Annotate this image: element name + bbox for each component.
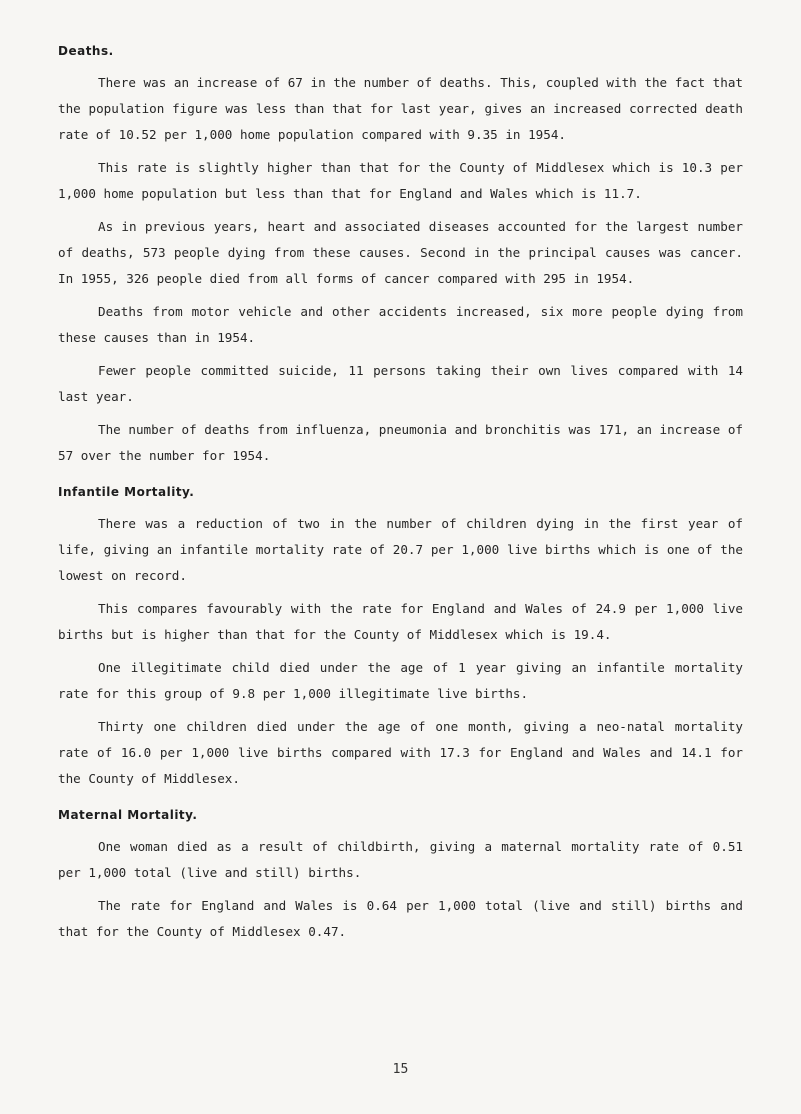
paragraph: Deaths from motor vehicle and other accidents increased, six more people dying from these causes than in 1954. (58, 304, 743, 345)
paragraph: The rate for England and Wales is 0.64 per 1,000 total (live and still) births and that for the County of Middlesex 0.47. (58, 898, 743, 939)
paragraph: There was an increase of 67 in the number of deaths. This, coupled with the fact that the population figure was less than that for last year, gives an increased corrected death rate of 10.52 per 1,000 home population compared with 9.35 in 1954. (58, 75, 743, 142)
paragraph: One woman died as a result of childbirth, giving a maternal mortality rate of 0.51 per 1,000 total (live and still) births. (58, 839, 743, 880)
section-heading: Infantile Mortality. (58, 485, 195, 499)
paragraph: This rate is slightly higher than that for the County of Middlesex which is 10.3 per 1,000 home population but less than that for England and Wales which is 11.7. (58, 160, 743, 201)
section-infantile-mortality (58, 485, 743, 792)
paragraph: One illegitimate child died under the age of 1 year giving an infantile mortality rate for this group of 9.8 per 1,000 illegitimate live births. (58, 660, 743, 701)
section-heading: Maternal Mortality. (58, 808, 198, 822)
paragraph: Thirty one children died under the age of one month, giving a neo-natal mortality rate of 16.0 per 1,000 live births compared with 17.3 for England and Wales and 14.1 for the County of Middlesex. (58, 719, 743, 786)
section-heading: Deaths. (58, 44, 114, 58)
page-number: 15 (392, 1062, 409, 1077)
paragraph: As in previous years, heart and associated diseases accounted for the largest number of deaths, 573 people dying from these causes. Second in the principal causes was cancer. In 1955, 326 people died from all forms of cancer compared with 295 in 1954. (58, 219, 743, 286)
paragraph: Fewer people committed suicide, 11 persons taking their own lives compared with 14 last year. (58, 363, 743, 404)
paragraph: There was a reduction of two in the number of children dying in the first year of life, giving an infantile mortality rate of 20.7 per 1,000 live births which is one of the lowest on record. (58, 516, 743, 583)
paragraph: This compares favourably with the rate for England and Wales of 24.9 per 1,000 live births but is higher than that for the County of Middlesex which is 19.4. (58, 601, 743, 642)
section-deaths (58, 44, 743, 469)
paragraph: The number of deaths from influenza, pneumonia and bronchitis was 171, an increase of 57 over the number for 1954. (58, 422, 743, 463)
section-maternal-mortality (58, 808, 743, 945)
